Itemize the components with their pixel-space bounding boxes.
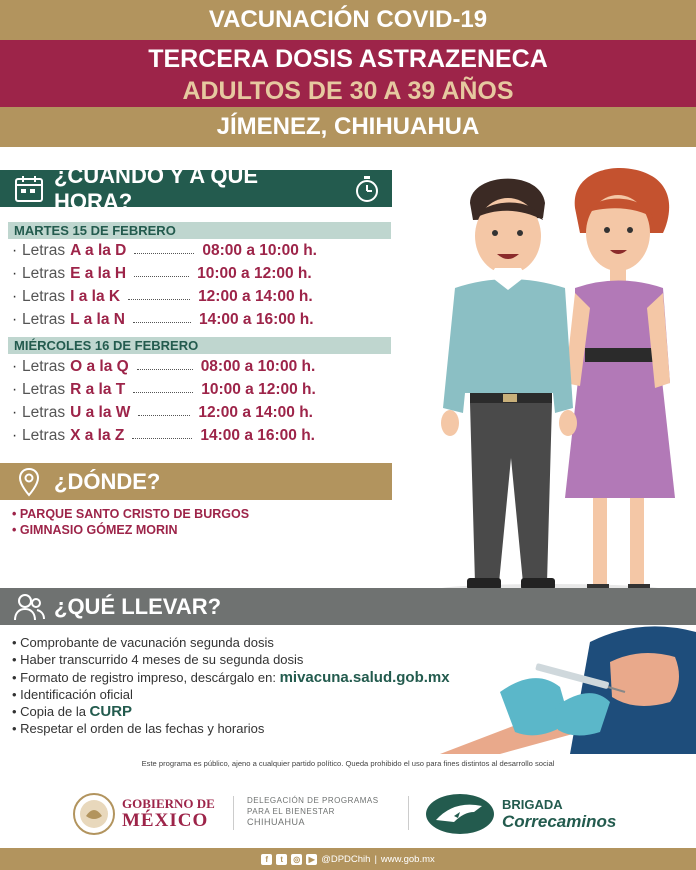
schedule-row: · Letras U a la W 12:00 a 14:00 h. [12,403,313,421]
header-block [0,40,696,107]
youtube-icon[interactable]: ▶ [306,854,317,865]
place-item: • PARQUE SANTO CRISTO DE BURGOS [12,507,250,521]
gov-line-2: MÉXICO [122,810,209,831]
day2-schedule [12,355,402,447]
twitter-icon[interactable]: t [276,854,287,865]
disclaimer: Este programa es público, ajeno a cualquier partido político. Queda prohibido el uso para fines distintos al desarrollo social [141,759,555,768]
bottom-bar [0,848,696,870]
bring-item: • Respetar el orden de las fechas y horarios [12,721,265,737]
bring-item: • Identificación oficial [12,686,133,702]
woman-figure [565,168,675,592]
gobierno-logo [72,792,215,836]
website-link[interactable]: www.gob.mx [380,853,435,865]
day1-schedule [12,239,402,331]
couple-illustration [425,158,675,598]
bring-item: • Formato de registro impreso, descárgalo en: mivacuna.salud.gob.mx [12,668,450,686]
header-location: JÍMENEZ, CHIHUAHUA [0,107,696,147]
header-line-3: ADULTOS DE 30 A 39 AÑOS [182,77,514,105]
schedule-row: · Letras E a la H 10:00 a 12:00 h. [12,264,312,282]
mivacuna-link[interactable]: mivacuna.salud.gob.mx [279,668,450,686]
day1-label: MARTES 15 DE FEBRERO [8,222,391,239]
instagram-icon[interactable]: ◎ [291,854,302,865]
places-list [12,506,249,538]
calendar-icon [12,172,46,206]
people-icon [12,590,46,624]
schedule-row: · Letras X a la Z 14:00 a 16:00 h. [12,426,315,444]
schedule-row: · Letras O a la Q 08:00 a 10:00 h. [12,357,316,375]
header-line-1: VACUNACIÓN COVID-19 [0,0,696,40]
place-item: • GIMNASIO GÓMEZ MORIN [12,523,178,537]
delegacion-logo: DELEGACIÓN DE PROGRAMAS PARA EL BIENESTAR CHIHUAHUA [247,796,379,827]
social-handle[interactable]: @DPDChih [321,853,371,865]
man-figure [441,179,577,590]
brigada-line-2: Correcaminos [502,811,617,831]
schedule-row: · Letras R a la T 10:00 a 12:00 h. [12,380,316,398]
facebook-icon[interactable]: f [261,854,272,865]
bring-list [12,634,450,738]
schedule-row: · Letras L a la N 14:00 a 16:00 h. [12,310,314,328]
where-section-bar [0,463,392,500]
separator: | [374,853,377,865]
brigada-logo [424,792,616,836]
schedule-row: · Letras I a la K 12:00 a 14:00 h. [12,287,313,305]
stopwatch-icon [350,172,384,206]
footer-logos [0,778,696,848]
location-pin-icon [12,465,46,499]
when-section-bar [0,162,392,214]
bring-section-bar [0,588,696,625]
header-line-2: TERCERA DOSIS ASTRAZENECA [148,45,548,73]
schedule-row: · Letras A a la D 08:00 a 10:00 h. [12,241,317,259]
brigada-line-1: BRIGADA [502,796,563,812]
gov-line-1: GOBIERNO DE [122,796,215,811]
where-title: ¿DÓNDE? [54,468,161,494]
coat-of-arms-icon [72,792,116,836]
bring-item: • Copia de la CURP [12,703,133,721]
when-title: ¿CUÁNDO Y A QUÉ HORA? [53,162,259,214]
day2-label: MIÉRCOLES 16 DE FEBRERO [8,337,391,354]
bring-item: • Comprobante de vacunación segunda dosis [12,635,274,650]
vaccination-illustration [440,622,696,754]
bring-item: • Haber transcurrido 4 meses de su segunda dosis [12,652,304,668]
bring-title: ¿QUÉ LLEVAR? [54,593,222,619]
curp-highlight: CURP [89,703,133,721]
roadrunner-icon [424,792,496,836]
